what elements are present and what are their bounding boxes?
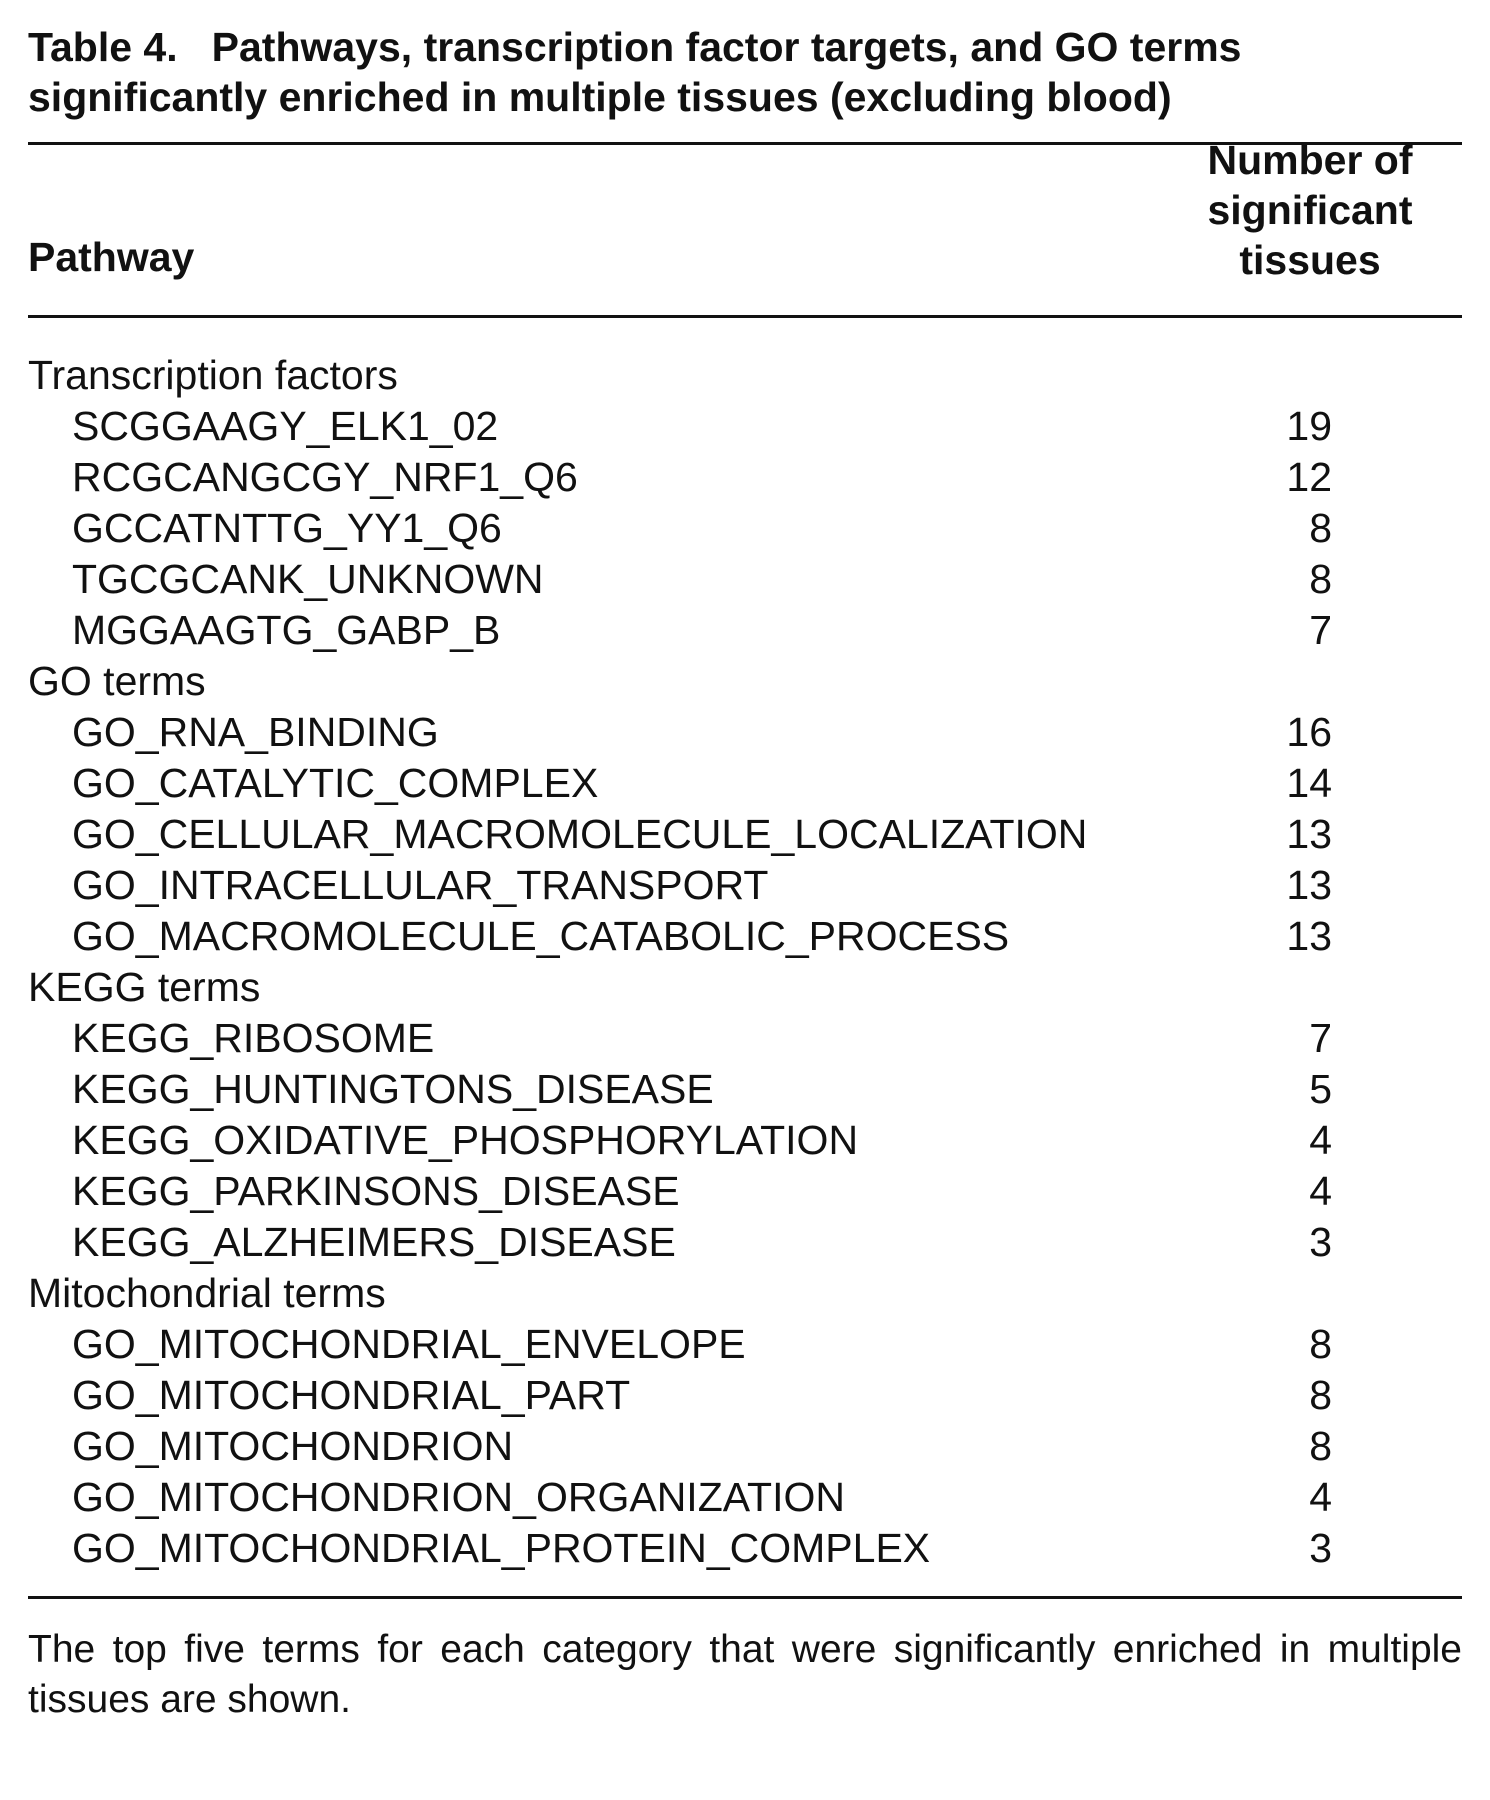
table-footnote: The top five terms for each category that were significantly enriched in multiple tissues are shown. [28,1628,1462,1721]
table-row [28,1217,1462,1268]
header-count: Number of significant tissues [1207,137,1413,283]
table-row [28,1013,1462,1064]
row-tissue-count: 19 [1286,403,1332,449]
row-pathway-name: KEGG_OXIDATIVE_PHOSPHORYLATION [72,1117,859,1163]
row-pathway-name: GO_CELLULAR_MACROMOLECULE_LOCALIZATION [72,811,1088,857]
row-pathway-name: KEGG_RIBOSOME [72,1015,435,1061]
row-tissue-count: 7 [1309,607,1332,653]
table-row [28,452,1462,503]
row-tissue-count: 4 [1309,1474,1332,1520]
row-pathway-name: GO_MACROMOLECULE_CATABOLIC_PROCESS [72,913,1010,959]
table-row [28,1370,1462,1421]
row-tissue-count: 8 [1309,505,1332,551]
row-tissue-count: 4 [1309,1117,1332,1163]
row-pathway-name: MGGAAGTG_GABP_B [72,607,501,653]
table-figure [28,22,1462,1725]
group-title: Mitochondrial terms [28,1270,386,1316]
row-tissue-count: 8 [1309,1372,1332,1418]
row-tissue-count: 8 [1309,556,1332,602]
group-title: GO terms [28,658,206,704]
table-row [28,401,1462,452]
table-row [28,1523,1462,1574]
group-title: KEGG terms [28,964,261,1010]
row-pathway-name: GO_MITOCHONDRIAL_PROTEIN_COMPLEX [72,1525,931,1571]
table-row [28,1421,1462,1472]
row-pathway-name: GO_INTRACELLULAR_TRANSPORT [72,862,769,908]
row-pathway-name: GO_MITOCHONDRION [72,1423,514,1469]
group-title: Transcription factors [28,352,398,398]
row-tissue-count: 16 [1286,709,1332,755]
row-tissue-count: 12 [1286,454,1332,500]
table-row [28,1064,1462,1115]
table-row [28,809,1462,860]
row-tissue-count: 14 [1286,760,1332,806]
row-pathway-name: GO_MITOCHONDRIAL_PART [72,1372,631,1418]
table-caption-text: Pathways, transcription factor targets, and GO terms significantly enriched in multiple tissues (excluding blood) [28,24,1242,120]
row-pathway-name: TGCGCANK_UNKNOWN [72,556,544,602]
table-row [28,911,1462,962]
row-pathway-name: KEGG_ALZHEIMERS_DISEASE [72,1219,676,1265]
row-tissue-count: 13 [1286,913,1332,959]
row-tissue-count: 5 [1309,1066,1332,1112]
row-pathway-name: RCGCANGCGY_NRF1_Q6 [72,454,578,500]
row-pathway-name: GO_MITOCHONDRIAL_ENVELOPE [72,1321,746,1367]
table-body [28,318,1462,1599]
row-pathway-name: GO_RNA_BINDING [72,709,439,755]
table-row [28,1115,1462,1166]
row-tissue-count: 3 [1309,1219,1332,1265]
row-tissue-count: 13 [1286,811,1332,857]
table-row [28,605,1462,656]
row-tissue-count: 4 [1309,1168,1332,1214]
row-tissue-count: 8 [1309,1321,1332,1367]
header-pathway: Pathway [28,234,195,280]
table-row [28,707,1462,758]
table-label: Table 4. [28,24,178,70]
table-header [28,137,1462,318]
row-tissue-count: 7 [1309,1015,1332,1061]
row-tissue-count: 8 [1309,1423,1332,1469]
row-pathway-name: KEGG_HUNTINGTONS_DISEASE [72,1066,714,1112]
row-tissue-count: 13 [1286,862,1332,908]
table-row [28,554,1462,605]
row-pathway-name: GO_CATALYTIC_COMPLEX [72,760,599,806]
table-caption [28,22,1462,122]
row-pathway-name: GO_MITOCHONDRION_ORGANIZATION [72,1474,845,1520]
table-row [28,758,1462,809]
table-row [28,1319,1462,1370]
table-row [28,860,1462,911]
row-tissue-count: 3 [1309,1525,1332,1571]
row-pathway-name: GCCATNTTG_YY1_Q6 [72,505,502,551]
table-row [28,1166,1462,1217]
row-pathway-name: SCGGAAGY_ELK1_02 [72,403,499,449]
table-row [28,1472,1462,1523]
row-pathway-name: KEGG_PARKINSONS_DISEASE [72,1168,680,1214]
table-row [28,503,1462,554]
